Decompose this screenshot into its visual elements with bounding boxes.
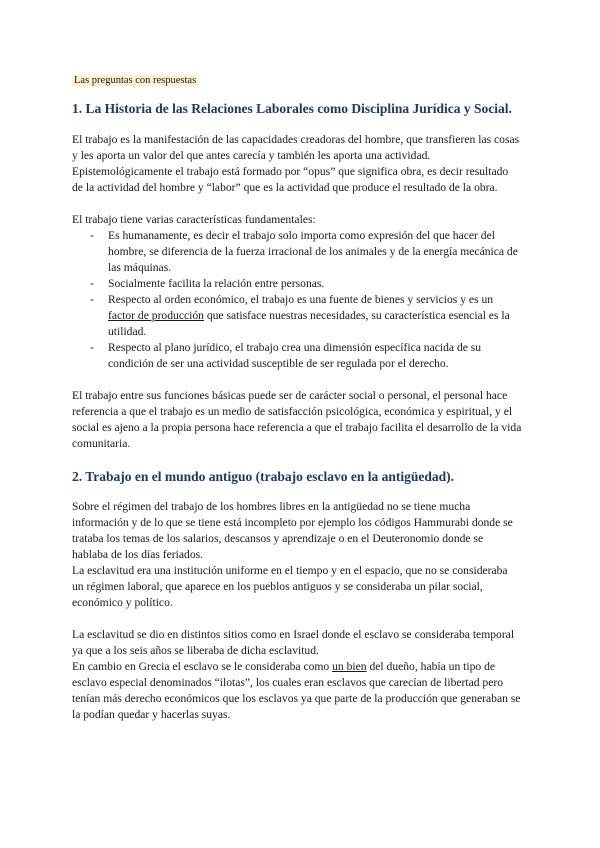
list-item-text: Es humanamente, es decir el trabajo solo importa como expresión del que hacer del hombre, se diferencia de la fuerza irracional de los animales y de la energía mecánica de las máquinas. [108, 228, 518, 274]
section-1-paragraph-3: El trabajo entre sus funciones básicas puede ser de carácter social o personal, el personal hace referencia a que el trabajo es un medio de satisfacción psicológica, económica y espiritual, y el social es ajeno a la propia persona hace referencia a que el trabajo facilita el desarrollo de la vida comunitaria. [72, 388, 522, 450]
list-item [72, 276, 522, 292]
document-header-label: Las preguntas con respuestas [74, 75, 197, 86]
un-bien-link[interactable]: un bien [332, 660, 367, 674]
section-2-paragraph-2: La esclavitud era una institución uniforme en el tiempo y en el espacio, que no se consideraba un régimen laboral, que aparece en los pueblos antiguos y se consideraba un pilar social, económico y político. [72, 564, 508, 610]
dash-bullet-icon: - [90, 228, 94, 242]
section-2-paragraph-1: Sobre el régimen del trabajo de los hombres libres en la antigüedad no se tiene mucha información y de lo que se tiene está incompleto por ejemplo los códigos Hammurabi donde se trataba los temas de los salarios, descansos y aprendizaje o en el Deuteronomio donde se hablaba de los días feriados. [72, 500, 513, 562]
factor-de-produccion-link[interactable]: factor de producción [108, 308, 204, 322]
list-item-text-end: que satisface nuestras necesidades, su característica esencial es la utilidad. [108, 308, 510, 338]
paragraph-text-start: En cambio en Grecia el esclavo se le consideraba como [72, 660, 333, 674]
list-item [72, 228, 522, 276]
list-item [72, 292, 522, 340]
list-item-text-start: Respecto al orden económico, el trabajo es una fuente de bienes y servicios y es un [108, 292, 494, 306]
dash-bullet-icon: - [90, 340, 94, 354]
section-2-paragraph-4 [72, 659, 522, 723]
characteristics-list [72, 228, 522, 372]
section-1-paragraph-2: El trabajo tiene varias características fundamentales: [72, 212, 316, 226]
paragraph-text-end: del dueño, había un tipo de esclavo especial denominados “ilotas”, los cuales eran esclavos que carecían de libertad pero tenían más derecho económicos que los esclavos ya que parte de la producción que generaban se la podían quedar y hacerlas suyas. [72, 660, 521, 722]
list-item [72, 340, 522, 372]
section-2-title: 2. Trabajo en el mundo antiguo (trabajo esclavo en la antigüedad). [72, 468, 455, 484]
dash-bullet-icon: - [90, 276, 94, 290]
list-item-text: Socialmente facilita la relación entre personas. [108, 276, 325, 290]
document-body [72, 70, 522, 739]
section-2-paragraph-3: La esclavitud se dio en distintos sitios como en Israel donde el esclavo se consideraba temporal ya que a los seis años se liberaba de dicha esclavitud. [72, 628, 515, 658]
section-1-paragraph-1: El trabajo es la manifestación de las capacidades creadoras del hombre, que transfieren las cosas y les aporta un valor del que antes carecía y también les aporta una actividad. Epistemológicamente el trabajo está formado por “opus” que significa obra, es decir resultado de la actividad del hombre y “labor” que es la actividad que produce el resultado de la obra. [72, 132, 520, 194]
dash-bullet-icon: - [90, 292, 94, 306]
section-1-title: 1. La Historia de las Relaciones Laborales como Disciplina Jurídica y Social. [72, 101, 512, 116]
list-item-text: Respecto al plano jurídico, el trabajo crea una dimensión específica nacida de su condición de ser una actividad susceptible de ser regulada por el derecho. [108, 340, 482, 370]
